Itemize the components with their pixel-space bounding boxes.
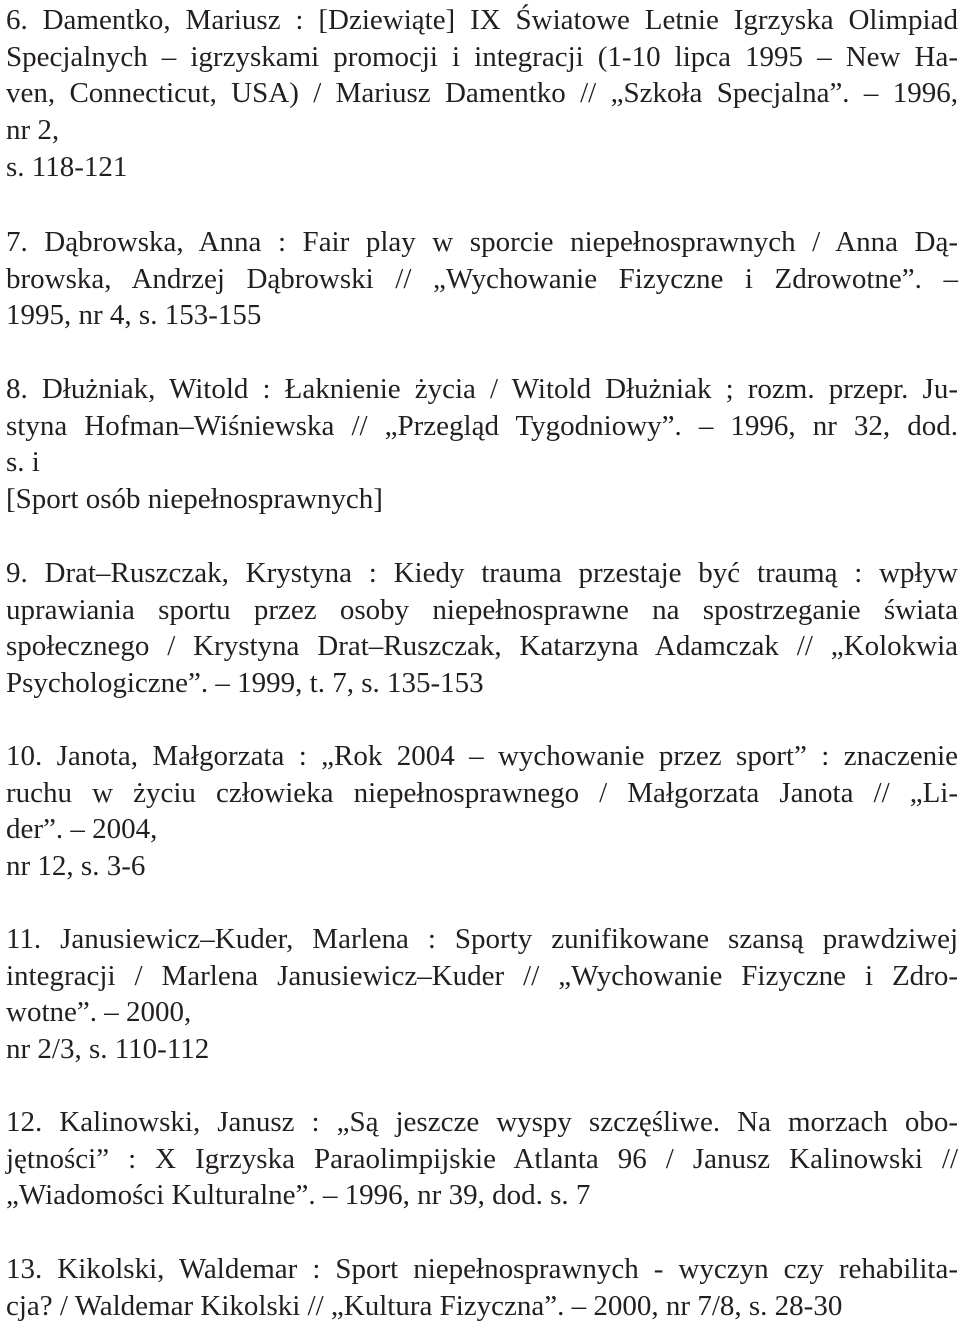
entry-line: cja? / Waldemar Kikolski // „Kultura Fizyczna”. – 2000, nr 7/8, s. 28-30 [6,1289,843,1322]
entry-line: [Sport osób niepełnosprawnych] [6,483,383,516]
entry-line: integracji / Marlena Janusiewicz–Kuder // „Wychowanie Fizyczne i Zdro- [6,959,958,992]
entry-line: browska, Andrzej Dąbrowski // „Wychowanie Fizyczne i Zdrowotne”. – [6,262,958,295]
entry-line: 12. Kalinowski, Janusz : „Są jeszcze wyspy szczęśliwe. Na morzach obo- [6,1106,958,1138]
entry-line: uprawiania sportu przez osoby niepełnosprawne na spostrzeganie świata [6,593,958,626]
entry-line: der”. – 2004, [6,813,158,846]
entry-line: 11. Janusiewicz–Kuder, Marlena : Sporty zunifikowane szansą prawdziwej [6,923,958,955]
bibliography-entry-10 [6,738,958,885]
entry-line: ven, Connecticut, USA) / Mariusz Damentko // „Szkoła Specjalna”. – 1996, [6,77,958,110]
bibliography-entry-11 [6,921,958,1068]
entry-line: Psychologiczne”. – 1999, t. 7, s. 135-153 [6,667,484,700]
entry-line: 10. Janota, Małgorzata : „Rok 2004 – wychowanie przez sport” : znaczenie [6,740,958,772]
entry-line: nr 2, [6,114,60,147]
entry-line: styna Hofman–Wiśniewska // „Przegląd Tygodniowy”. – 1996, nr 32, dod. [6,409,958,442]
entry-line: 8. Dłużniak, Witold : Łaknienie życia / Witold Dłużniak ; rozm. przepr. Ju- [6,373,958,405]
entry-line: nr 2/3, s. 110-112 [6,1033,210,1066]
entry-line: 7. Dąbrowska, Anna : Fair play w sporcie niepełnosprawnych / Anna Dą- [6,226,958,258]
entry-line: jętności” : X Igrzyska Paraolimpijskie Atlanta 96 / Janusz Kalinowski // [6,1142,958,1175]
bibliography-entry-6 [6,2,958,186]
entry-line: „Wiadomości Kulturalne”. – 1996, nr 39, dod. s. 7 [6,1179,591,1212]
bibliography-entry-12 [6,1104,958,1214]
bibliography-entry-7 [6,224,958,334]
entry-line: s. i [6,446,40,479]
bibliography-entry-8 [6,371,958,518]
entry-line: Specjalnych – igrzyskami promocji i integracji (1-10 lipca 1995 – New Ha- [6,40,958,73]
entry-line: nr 12, s. 3-6 [6,850,146,883]
bibliography-entry-9 [6,555,958,702]
entry-line: społecznego / Krystyna Drat–Ruszczak, Katarzyna Adamczak // „Kolokwia [6,630,958,663]
entry-line: 13. Kikolski, Waldemar : Sport niepełnosprawnych - wyczyn czy rehabilita- [6,1253,958,1285]
entry-line: wotne”. – 2000, [6,996,192,1029]
entry-line: s. 118-121 [6,150,128,183]
entry-line: 9. Drat–Ruszczak, Krystyna : Kiedy trauma przestaje być traumą : wpływ [6,557,958,589]
entry-line: ruchu w życiu człowieka niepełnosprawnego / Małgorzata Janota // „Li- [6,776,958,809]
bibliography-entry-13 [6,1251,958,1324]
entry-line: 1995, nr 4, s. 153-155 [6,299,262,332]
entry-line: 6. Damentko, Mariusz : [Dziewiąte] IX Światowe Letnie Igrzyska Olimpiad [6,4,958,36]
